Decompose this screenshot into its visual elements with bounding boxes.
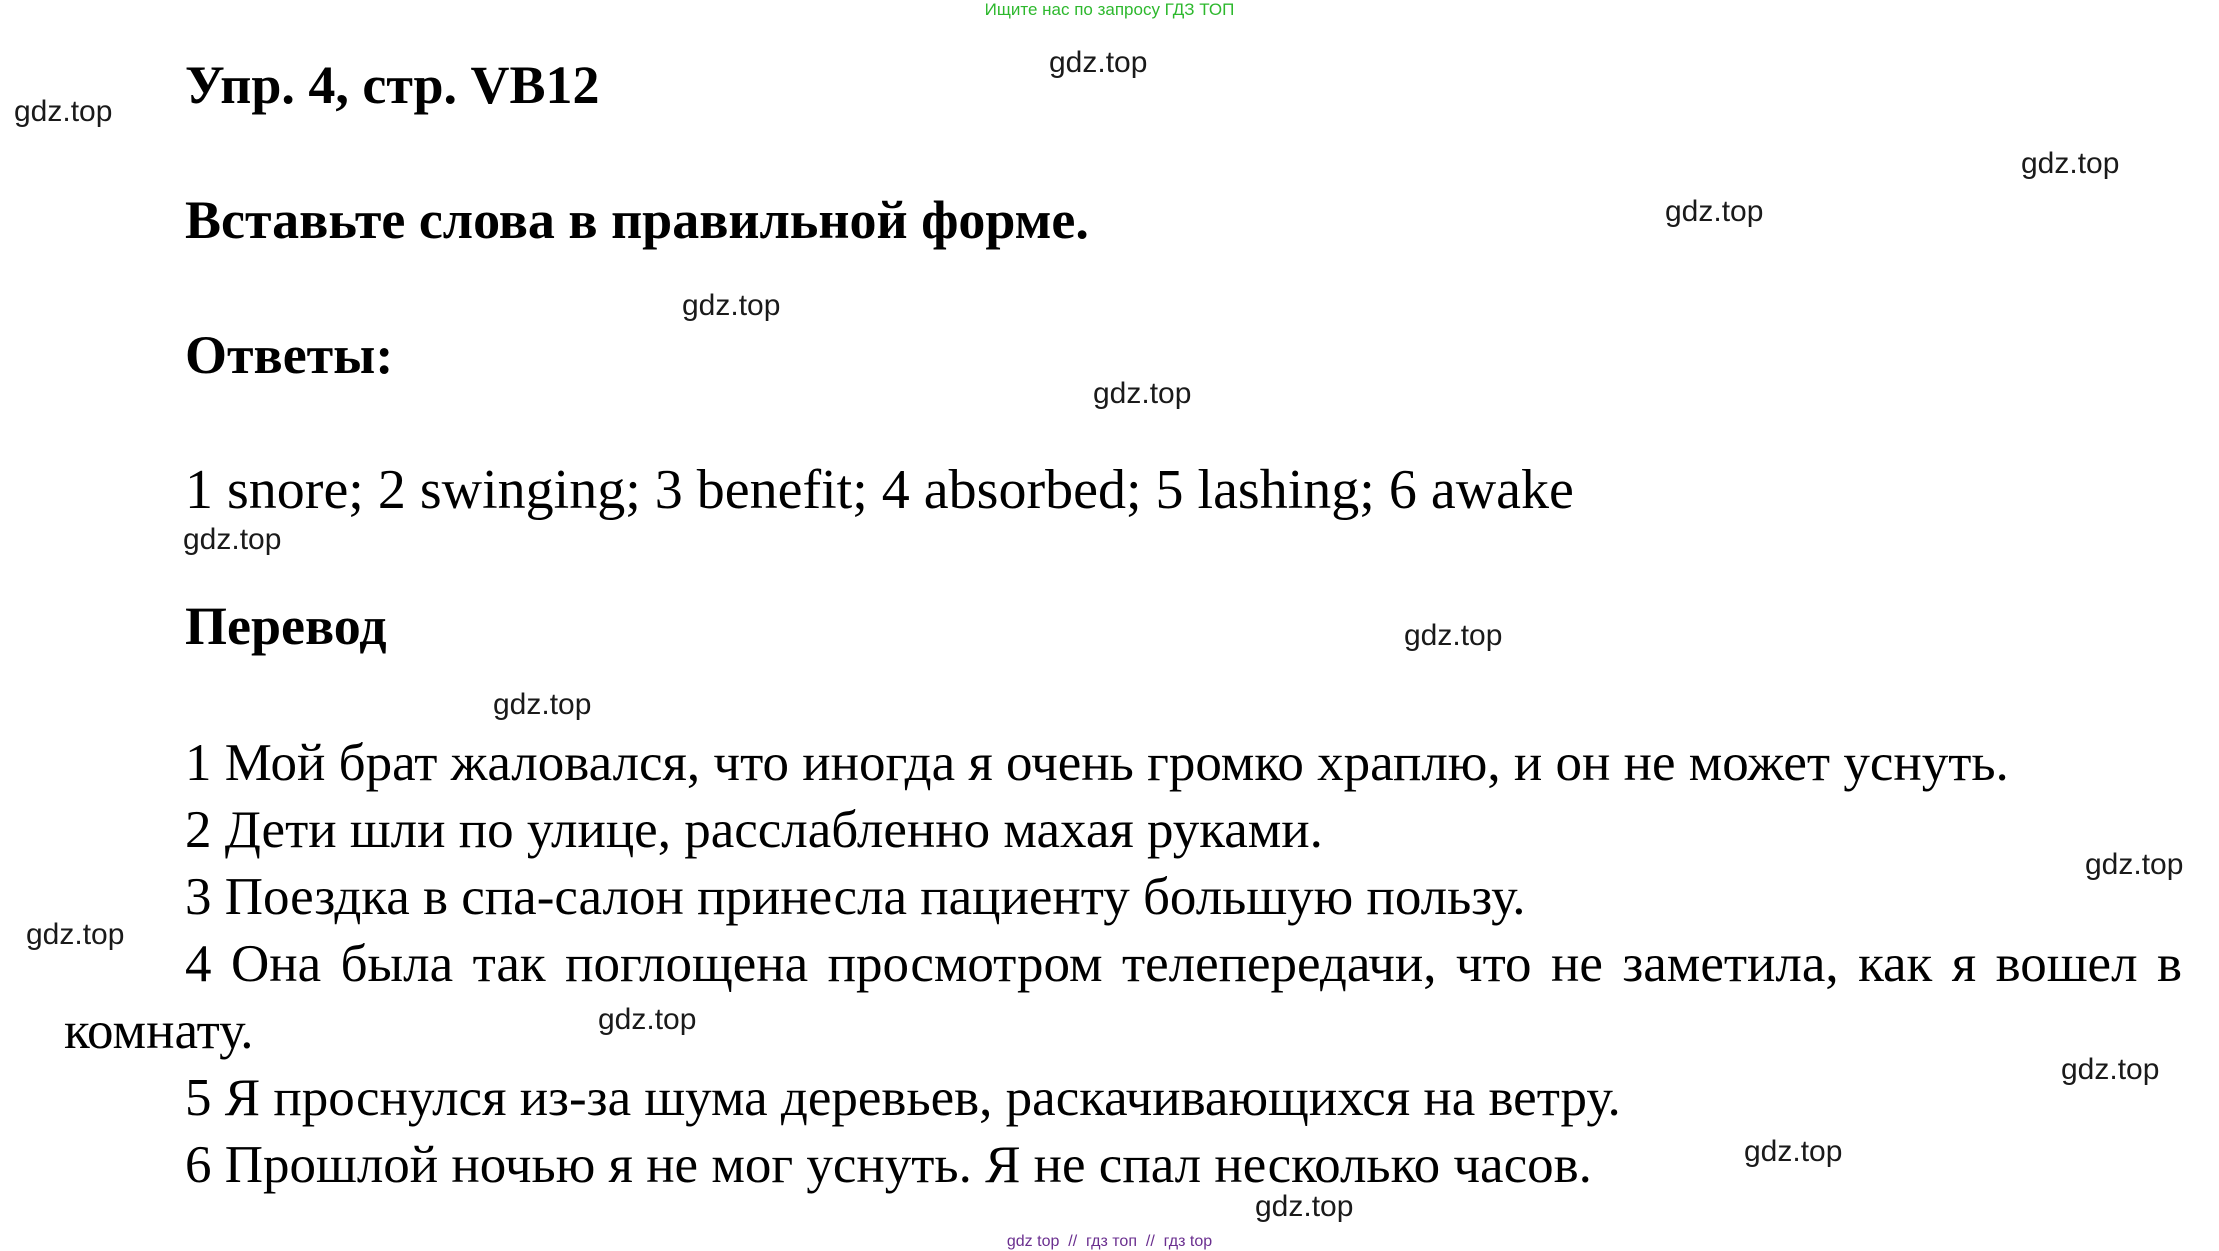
watermark: gdz.top <box>1049 46 1148 79</box>
translation-heading: Перевод <box>185 596 387 656</box>
exercise-instruction: Вставьте слова в правильной форме. <box>185 190 1089 250</box>
watermark: gdz.top <box>26 918 125 951</box>
translation-item: 2 Дети шли по улице, расслабленно махая руками. <box>185 801 1323 859</box>
translation-item: 1 Мой брат жаловался, что иногда я очень громко храплю, и он не может уснуть. <box>185 734 2009 792</box>
exercise-title: Упр. 4, стр. VB12 <box>185 55 600 115</box>
translation-item: 3 Поездка в спа-салон принесла пациенту большую пользу. <box>185 868 1526 926</box>
answers-heading: Ответы: <box>185 325 394 385</box>
watermark: gdz.top <box>1255 1190 1354 1223</box>
watermark: gdz.top <box>1093 377 1192 410</box>
watermark: gdz.top <box>1665 195 1764 228</box>
watermark: gdz.top <box>14 95 113 128</box>
translation-item: 4 Она была так поглощена просмотром телепередачи, что не заметила, как я вошел в комнату. <box>64 935 2182 1060</box>
bottom-banner: gdz top // гдз топ // гдз top <box>1006 1233 1213 1250</box>
translation-item: 6 Прошлой ночью я не мог уснуть. Я не спал несколько часов. <box>185 1136 1592 1194</box>
translation-item: 5 Я проснулся из-за шума деревьев, раскачивающихся на ветру. <box>185 1069 1621 1127</box>
watermark: gdz.top <box>1404 619 1503 652</box>
watermark: gdz.top <box>2061 1053 2160 1086</box>
watermark: gdz.top <box>682 289 781 322</box>
answers-text: 1 snore; 2 swinging; 3 benefit; 4 absorbed; 5 lashing; 6 awake <box>185 459 1574 521</box>
watermark: gdz.top <box>2085 848 2184 881</box>
watermark: gdz.top <box>493 688 592 721</box>
watermark: gdz.top <box>598 1003 697 1036</box>
watermark: gdz.top <box>183 523 282 556</box>
watermark: gdz.top <box>2021 147 2120 180</box>
watermark: gdz.top <box>1744 1135 1843 1168</box>
translation-list <box>64 730 2182 1199</box>
top-banner: Ищите нас по запросу ГДЗ ТОП <box>984 0 1235 19</box>
